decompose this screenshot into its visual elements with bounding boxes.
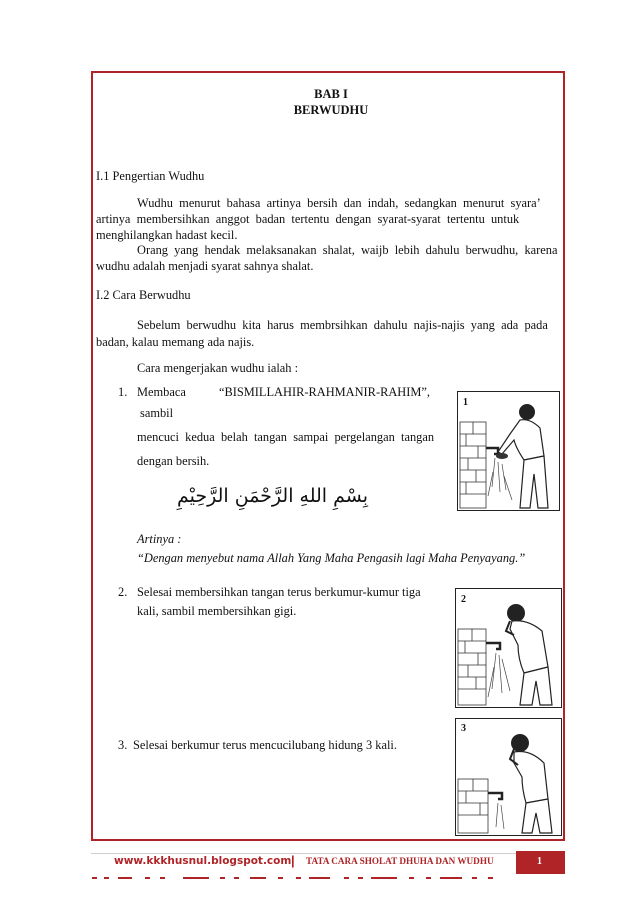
section1-para2-line1: Orang yang hendak melaksanakan shalat, waijb lebih dahulu berwudhu, karena: [137, 243, 558, 257]
step1-line1a: Membaca: [137, 385, 186, 399]
step2-line1: Selesai membersihkan tangan terus berkumur-kumur tiga: [137, 585, 421, 599]
figure-gargle: [455, 588, 562, 708]
section1-para1-line1: Wudhu menurut bahasa artinya bersih dan indah, sedangkan menurut syara’: [137, 196, 541, 210]
figure-wash-hands: [457, 391, 560, 511]
footer-title: TATA CARA SHOLAT DHUHA DAN WUDHU: [306, 856, 494, 866]
steps-intro: Cara mengerjakan wudhu ialah :: [137, 361, 299, 375]
section2-para1-line1: Sebelum berwudhu kita harus membrsihkan dahulu najis-najis yang ada pada: [137, 318, 548, 332]
step1-line3: mencuci kedua belah tangan sampai pergelangan tangan: [137, 430, 435, 444]
step2-number: 2.: [118, 585, 128, 599]
step3-line1: Selesai berkumur terus mencucilubang hidung 3 kali.: [133, 738, 397, 752]
figure2-number: 2: [461, 594, 466, 605]
gargle-illustration: [456, 589, 561, 707]
figure-rinse-nose: [455, 718, 562, 836]
section1-para2-line2: wudhu adalah menjadi syarat sahnya shalat.: [96, 259, 314, 273]
chapter-title: BERWUDHU: [293, 103, 369, 117]
translation-text: “Dengan menyebut nama Allah Yang Maha Pengasih lagi Maha Penyayang.”: [137, 551, 526, 565]
footer-url[interactable]: www.kkkhusnul.blogspot.com: [114, 855, 292, 867]
bismillah-calligraphy: بِسْمِ اللهِ الرَّحْمَنِ الرَّحِيْمِ: [177, 485, 368, 507]
step1-number: 1.: [118, 385, 128, 399]
section1-heading: I.1 Pengertian Wudhu: [96, 169, 205, 183]
page-number-box: [516, 851, 565, 874]
wash-hands-illustration: [458, 392, 559, 510]
chapter-label: BAB I: [314, 87, 348, 101]
section1-para1-line3: menghilangkan hadast kecil.: [96, 228, 238, 242]
footer-rule: [91, 853, 565, 854]
figure1-number: 1: [463, 397, 468, 408]
step2-line2: kali, sambil membersihkan gigi.: [137, 604, 297, 618]
step1-line1b: “BISMILLAHIR-RAHMANIR-RAHIM”,: [219, 385, 430, 399]
section2-heading: I.2 Cara Berwudhu: [96, 288, 191, 302]
section1-para1-line2: artinya membersihkan anggot badan tertentu dengan syarat-syarat tertentu untuk: [96, 212, 520, 226]
rinse-nose-illustration: [456, 719, 561, 835]
step3-number: 3.: [118, 738, 128, 752]
step1-line4: dengan bersih.: [137, 454, 210, 468]
page-number: 1: [537, 856, 542, 867]
footer-separator: |: [291, 853, 295, 868]
step1-line2: sambil: [140, 406, 174, 420]
translation-label: Artinya :: [137, 532, 182, 546]
section2-para1-line2: badan, kalau memang ada najis.: [96, 335, 255, 349]
figure3-number: 3: [461, 723, 466, 734]
